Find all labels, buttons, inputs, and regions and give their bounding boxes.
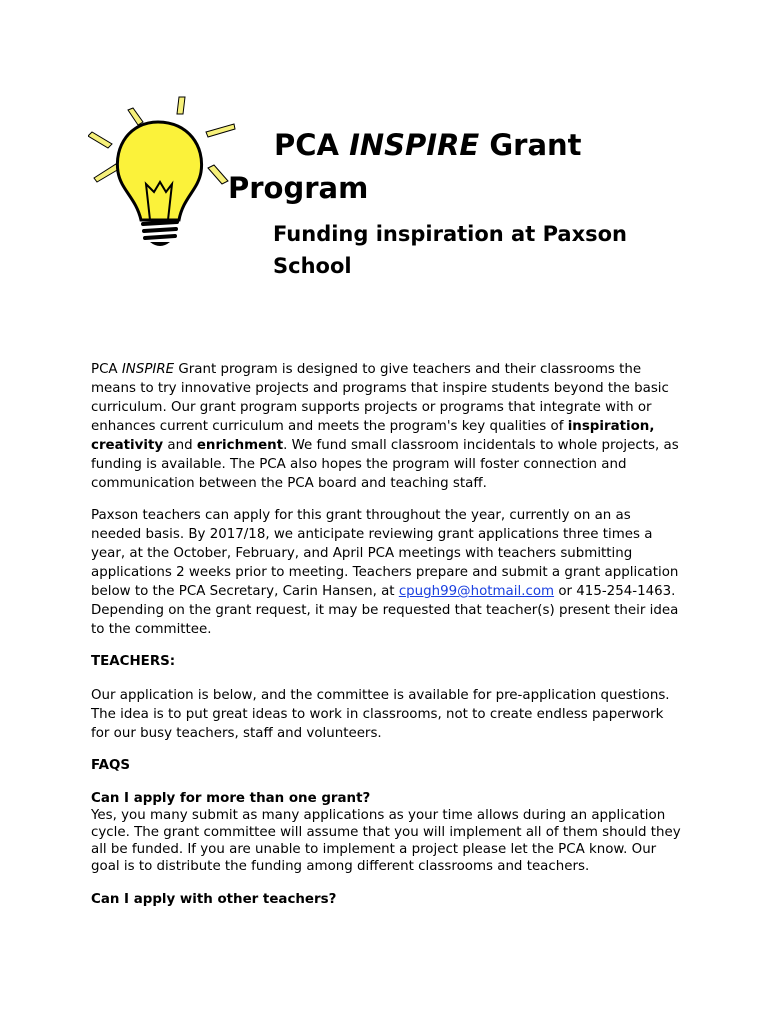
- faq-question: Can I apply with other teachers?: [91, 892, 337, 907]
- apply-text: or 415-254-1463. Depending on the grant request, it may be requested that teacher(s) present their idea to the committee.: [91, 584, 679, 637]
- lightbulb-icon: [88, 92, 238, 252]
- intro-text: PCA: [91, 362, 118, 377]
- intro-text: Grant program is designed to give teachers and their classrooms the means to try innovative projects and programs that inspire students beyond the basic curriculum. Our grant program supports projects or programs that integrate with or enhances current curriculum and meets the program's key qualities of: [91, 362, 669, 434]
- intro-paragraph: [91, 360, 681, 493]
- apply-text: Paxson teachers can apply for this grant throughout the year, currently on an as needed basis. By 2017/18, we anticipate reviewing grant applications three times a year, at the October, February, and April PCA meetings with teachers submitting applications 2 weeks prior to meeting. Teachers prepare and submit a grant application below to the PCA Secretary, Carin Hansen, at: [91, 508, 679, 599]
- title-suffix: Grant: [489, 128, 582, 162]
- teachers-paragraph: Our application is below, and the committee is available for pre-application questions. The idea is to put great ideas to work in classrooms, not to create endless paperwork for our busy teachers, staff and volunteers.: [91, 688, 670, 741]
- faqs-heading: FAQS: [91, 758, 131, 773]
- faq-answer: Yes, you many submit as many applications as your time allows during an application cycle. The grant committee will assume that you will implement all of them should they all be funded. If you are unable to implement a project please let the PCA know. Our goal is to distribute the funding among different classrooms and teachers.: [91, 808, 681, 874]
- intro-emphasis: INSPIRE: [121, 362, 175, 377]
- email-link[interactable]: cpugh99@hotmail.com: [398, 584, 555, 599]
- enrichment-bold: enrichment: [196, 438, 284, 453]
- subtitle: Funding inspiration at Paxson School: [273, 222, 627, 278]
- document-body: [91, 360, 681, 908]
- title-prefix: PCA: [274, 128, 339, 162]
- faq-question: Can I apply for more than one grant?: [91, 791, 371, 806]
- intro-text: and: [167, 438, 193, 453]
- qualities-bold: inspiration, creativity: [91, 419, 655, 453]
- teachers-heading: TEACHERS:: [91, 654, 176, 669]
- page-title: [228, 124, 648, 210]
- title-emphasis: INSPIRE: [349, 128, 480, 162]
- title-line2: Program: [228, 171, 369, 205]
- intro-text: . We fund small classroom incidentals to whole projects, as funding is available. The PCA also hopes the program will foster connection and communication between the PCA board and teaching staff.: [91, 438, 679, 491]
- apply-paragraph: [91, 506, 681, 639]
